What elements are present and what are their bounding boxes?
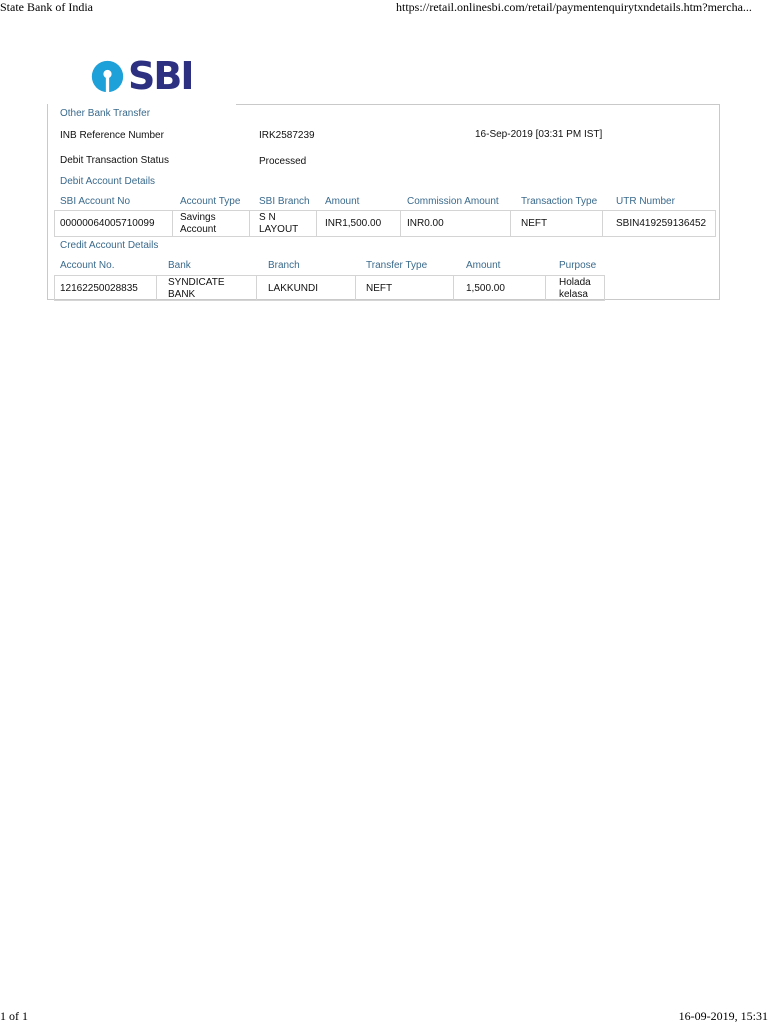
sbi-logo-text: SBI	[128, 54, 193, 98]
print-header-url: https://retail.onlinesbi.com/retail/paymentenquirytxndetails.htm?mercha...	[396, 0, 752, 14]
debit-amount: INR1,500.00	[325, 218, 382, 229]
credit-bank-line2: BANK	[168, 289, 196, 300]
debit-header-amount: Amount	[325, 196, 360, 207]
debit-header-utr: UTR Number	[616, 196, 675, 207]
credit-header-purpose: Purpose	[559, 260, 597, 271]
section-title-transfer: Other Bank Transfer	[60, 108, 151, 119]
debit-account-no: 00000064005710099	[60, 218, 155, 229]
credit-purpose-line2: kelasa	[559, 289, 588, 300]
status-value: Processed	[259, 156, 307, 167]
sbi-logo	[91, 56, 192, 96]
credit-transfer-type: NEFT	[366, 283, 393, 294]
debit-utr: SBIN419259136452	[616, 218, 707, 229]
sbi-logo-icon	[91, 60, 124, 93]
transaction-datetime: 16-Sep-2019 [03:31 PM IST]	[475, 129, 603, 140]
section-title-debit: Debit Account Details	[60, 176, 156, 187]
debit-account-type-line1: Savings	[180, 212, 216, 223]
debit-header-branch: SBI Branch	[259, 196, 310, 207]
credit-bank-line1: SYNDICATE	[168, 277, 225, 288]
debit-header-account-no: SBI Account No	[60, 196, 131, 207]
credit-header-transfer-type: Transfer Type	[366, 260, 428, 271]
print-timestamp: 16-09-2019, 15:31	[678, 1009, 768, 1023]
debit-header-account-type: Account Type	[180, 196, 241, 207]
credit-header-bank: Bank	[168, 260, 191, 271]
status-label: Debit Transaction Status	[60, 155, 169, 166]
credit-amount: 1,500.00	[466, 283, 505, 294]
debit-account-type-line2: Account	[180, 224, 217, 235]
print-page-count: 1 of 1	[0, 1009, 28, 1023]
debit-txn-type: NEFT	[521, 218, 548, 229]
credit-header-account-no: Account No.	[60, 260, 115, 271]
credit-header-branch: Branch	[268, 260, 300, 271]
debit-commission: INR0.00	[407, 218, 444, 229]
debit-branch-line2: LAYOUT	[259, 224, 299, 235]
print-header-title: State Bank of India	[0, 0, 93, 14]
credit-branch: LAKKUNDI	[268, 283, 319, 294]
debit-header-commission: Commission Amount	[407, 196, 499, 207]
debit-header-txn-type: Transaction Type	[521, 196, 598, 207]
credit-purpose-line1: Holada	[559, 277, 591, 288]
ref-number-value: IRK2587239	[259, 130, 315, 141]
section-title-credit: Credit Account Details	[60, 240, 159, 251]
debit-branch-line1: S N	[259, 212, 276, 223]
credit-account-no: 12162250028835	[60, 283, 138, 294]
ref-number-label: INB Reference Number	[60, 130, 164, 141]
credit-header-amount: Amount	[466, 260, 501, 271]
